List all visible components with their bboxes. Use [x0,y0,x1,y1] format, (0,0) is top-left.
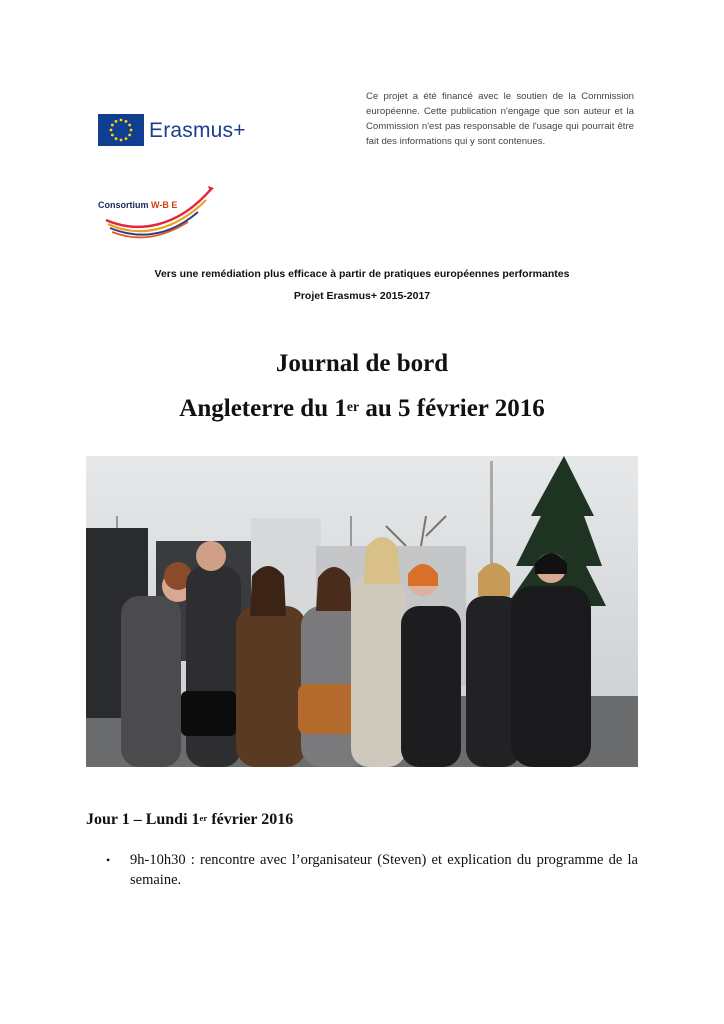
eu-star [128,124,131,127]
day1-heading [86,811,293,829]
erasmus-logo-text: Erasmus+ [149,118,246,142]
title-sup: er [346,399,360,415]
funding-disclaimer: Ce projet a été financé avec le soutien de la Commission européenne. Cette publication n'engage que son auteur et la Commission n'est pas responsable de l'usage qui pourrait être fait des informations qui y sont contenues. [366,91,634,147]
project-dates: Projet Erasmus+ 2015-2017 [293,290,431,302]
day1-heading-suffix: février 2016 [207,811,294,828]
eu-flag-icon [98,114,144,146]
day1-heading-prefix: Jour 1 – Lundi 1 [86,811,200,828]
eu-star [128,134,131,137]
day1-heading-sup: er [199,812,208,823]
eu-star [120,119,123,122]
title-suffix: au 5 février 2016 [359,395,545,422]
group-photo [86,456,638,767]
document-title: Journal de bord [275,350,449,377]
eu-star [111,134,114,137]
project-subtitle: Vers une remédiation plus efficace à partir de pratiques européennes performantes [154,268,570,280]
eu-star [125,137,128,140]
document-subtitle [0,395,724,423]
eu-star [111,124,114,127]
bullet-icon: • [106,853,111,867]
eu-star [115,120,118,123]
consortium-name: Consortium [98,200,149,210]
eu-star [110,129,113,132]
consortium-swoosh-icon [98,186,218,242]
list-item-text: 9h-10h30 : rencontre avec l’organisateur (Steven) et explication du programme de la semaine. [130,852,638,888]
consortium-wbe: W-B E [151,200,178,210]
list-item [108,850,638,890]
erasmus-plus-logo [98,114,246,146]
eu-star [130,129,133,132]
eu-star [125,120,128,123]
eu-star [115,137,118,140]
consortium-label [98,200,177,210]
eu-star [120,139,123,142]
title-prefix: Angleterre du 1 [179,395,347,422]
consortium-logo [98,186,218,242]
